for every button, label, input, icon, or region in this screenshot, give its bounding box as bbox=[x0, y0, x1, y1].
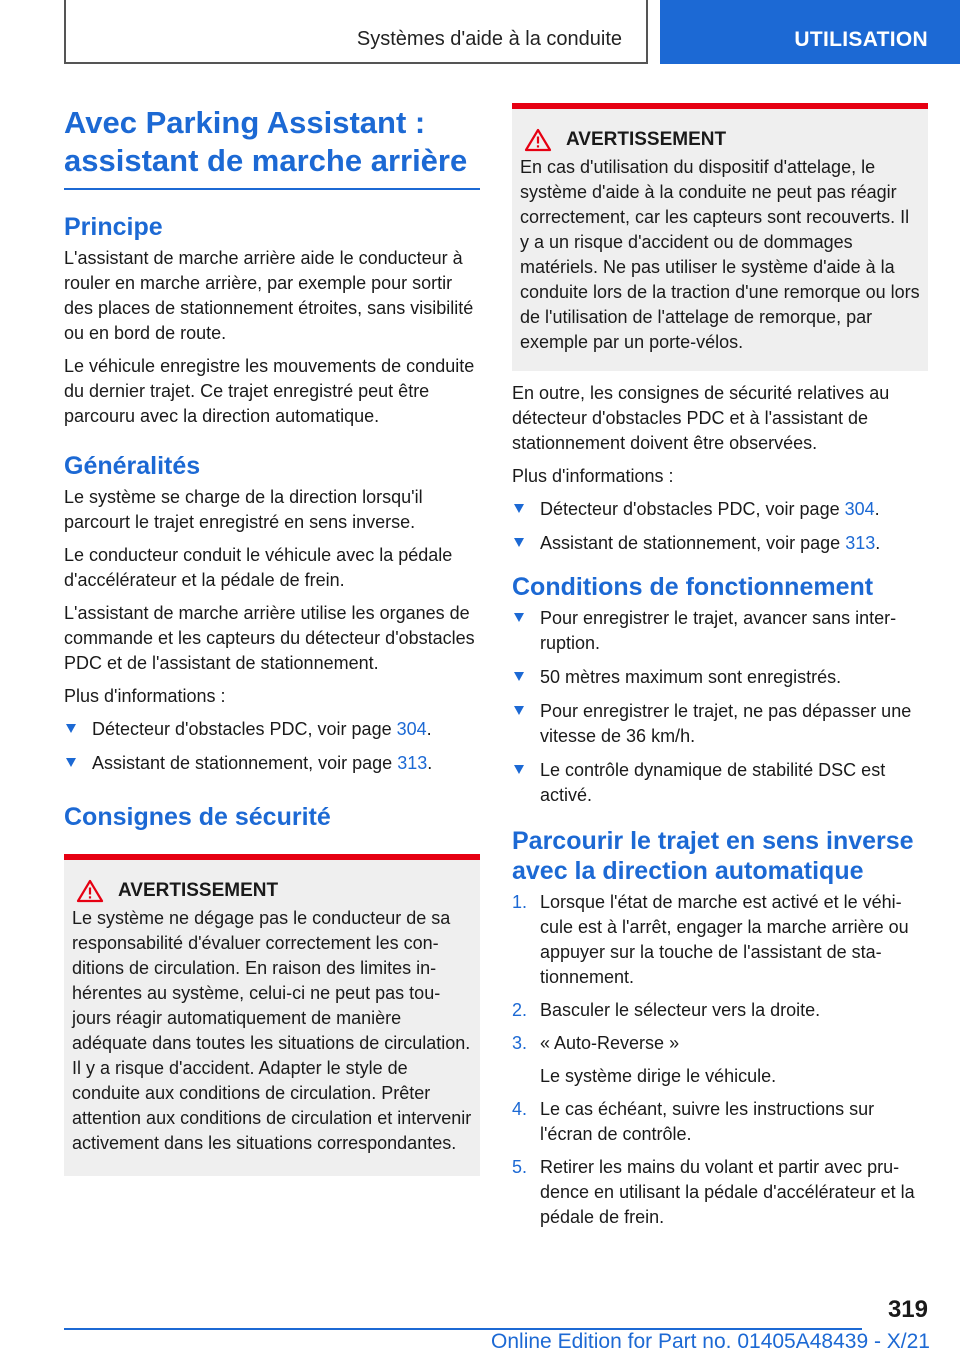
list-item: Pour enregistrer le trajet, avancer sans interruption. bbox=[512, 606, 928, 656]
principe-paragraph-1: L'assistant de marche arrière aide le conducteur à rouler en marche arrière, par exemple pour sortir des places de stationnement étroites, sans visibilité ou en bord de route. bbox=[64, 248, 474, 343]
reference-list bbox=[512, 497, 928, 556]
safety-paragraph: En outre, les consignes de sécurité relatives au détecteur d'obstacles PDC et à l'assistant de stationnement doivent être observées. bbox=[512, 383, 890, 453]
step-item: 1. Lorsque l'état de marche est activé et le véhicule est à l'arrêt, engager la marche arrière ou appuyer sur la touche de l'assistant de stationnement. bbox=[512, 892, 909, 987]
generalites-paragraph-2: Le conducteur conduit le véhicule avec la pédale d'accélérateur et la pédale de frein. bbox=[64, 545, 453, 590]
generalites-paragraph-1: Le système se charge de la direction lorsqu'il parcourt le trajet enregistré en sens inverse. bbox=[64, 487, 423, 532]
bullet-triangle-icon bbox=[514, 538, 524, 547]
step-number: 1. bbox=[512, 892, 528, 912]
step-number: 2. bbox=[512, 1000, 528, 1020]
page-link[interactable]: 313 bbox=[845, 533, 876, 553]
page-link[interactable]: 304 bbox=[844, 499, 875, 519]
bullet-triangle-icon bbox=[514, 613, 524, 622]
heading-consignes: Consignes de sécurité bbox=[64, 803, 331, 831]
heading-parcourir: Parcourir le trajet en sens inverse avec la direction automatique bbox=[512, 827, 914, 885]
warning-text: En cas d'utilisation du dispositif d'attelage, le système d'aide à la conduite ne peut pas réagir correctement, car les capteurs sont recouverts. Il y a un risque d'accident ou de dommages matériels. Ne pas utiliser le système d'aide à la conduite lors de la traction d'une remorque ou lors de l'utilisation de l'attelage de remorque, par exemple par un porte-vélos. bbox=[520, 157, 920, 352]
step-result: Le système dirige le véhicule. bbox=[540, 1066, 777, 1086]
bullet-triangle-icon bbox=[514, 765, 524, 774]
bullet-triangle-icon bbox=[66, 758, 76, 767]
warning-title: AVERTISSEMENT bbox=[566, 129, 727, 150]
page-link[interactable]: 304 bbox=[396, 719, 427, 739]
principe-paragraph-2: Le véhicule enregistre les mouvements de conduite du dernier trajet. Ce trajet enregistré peut être parcouru avec la direction automatique. bbox=[64, 356, 475, 426]
bullet-triangle-icon bbox=[514, 672, 524, 681]
step-item: 3. « Auto-Reverse » Le système dirige le véhicule. bbox=[512, 1031, 928, 1089]
warning-header bbox=[520, 127, 920, 153]
page-title: Avec Parking Assistant : assistant de marche arrière bbox=[64, 104, 480, 190]
warning-title: AVERTISSEMENT bbox=[118, 880, 279, 901]
list-item: 50 mètres maximum sont enregistrés. bbox=[512, 665, 928, 690]
page-number: 319 bbox=[887, 1296, 928, 1323]
list-item: Détecteur d'obstacles PDC, voir page 304. bbox=[512, 497, 928, 522]
footer-edition: Online Edition for Part no. 01405A48439 - X/21 bbox=[491, 1330, 930, 1353]
list-item: Détecteur d'obstacles PDC, voir page 304. bbox=[64, 717, 480, 742]
heading-generalites: Généralités bbox=[64, 452, 201, 480]
bullet-triangle-icon bbox=[514, 504, 524, 513]
list-item: Assistant de stationnement, voir page 313. bbox=[512, 531, 928, 556]
warning-box bbox=[512, 103, 928, 371]
header-tab-label: UTILISATION bbox=[794, 28, 928, 51]
step-number: 4. bbox=[512, 1099, 528, 1119]
heading-conditions: Conditions de fonctionnement bbox=[512, 573, 874, 601]
header-tab bbox=[660, 0, 960, 64]
steps-list bbox=[512, 890, 928, 1230]
step-item: 5. Retirer les mains du volant et partir avec prudence en utilisant la pédale d'accélérateur et la pédale de frein. bbox=[512, 1157, 915, 1227]
heading-principe: Principe bbox=[64, 213, 163, 241]
right-column bbox=[512, 103, 928, 1238]
warning-triangle-icon bbox=[524, 128, 552, 152]
warning-box bbox=[64, 854, 480, 1176]
more-info-label: Plus d'informations : bbox=[64, 686, 226, 706]
bullet-triangle-icon bbox=[66, 724, 76, 733]
warning-header bbox=[72, 878, 472, 904]
conditions-list bbox=[512, 606, 928, 808]
reference-list bbox=[64, 717, 480, 776]
more-info-label: Plus d'informations : bbox=[512, 466, 674, 486]
bullet-triangle-icon bbox=[514, 706, 524, 715]
header-section-title: Systèmes d'aide à la conduite bbox=[356, 28, 622, 50]
generalites-paragraph-3: L'assistant de marche arrière utilise les organes de commande et les capteurs du détecteur d'obstacles PDC et de l'assistant de stationnement. bbox=[64, 603, 475, 673]
warning-text: Le système ne dégage pas le conducteur de sa responsabilité d'évaluer correctement les conditions de circulation. En raison des limites inhérentes au système, celui-ci ne peut pas toujours réagir automatiquement de manière adéquate dans toutes les situations de circulation. Il y a risque d'accident. Adapter le style de conduite aux conditions de circulation. Prêter attention aux conditions de circulation et intervenir activement dans les situations correspondantes. bbox=[72, 908, 472, 1153]
step-number: 3. bbox=[512, 1033, 528, 1053]
step-item: 2. Basculer le sélecteur vers la droite. bbox=[512, 998, 928, 1023]
list-item: Le contrôle dynamique de stabilité DSC est activé. bbox=[512, 758, 928, 808]
step-item: 4. Le cas échéant, suivre les instructions sur l'écran de contrôle. bbox=[512, 1099, 875, 1144]
page-link[interactable]: 313 bbox=[397, 753, 428, 773]
list-item: Pour enregistrer le trajet, ne pas dépasser une vitesse de 36 km/h. bbox=[512, 699, 928, 749]
warning-triangle-icon bbox=[76, 879, 104, 903]
left-column bbox=[64, 100, 480, 1176]
step-number: 5. bbox=[512, 1157, 528, 1177]
list-item: Assistant de stationnement, voir page 313. bbox=[64, 751, 480, 776]
